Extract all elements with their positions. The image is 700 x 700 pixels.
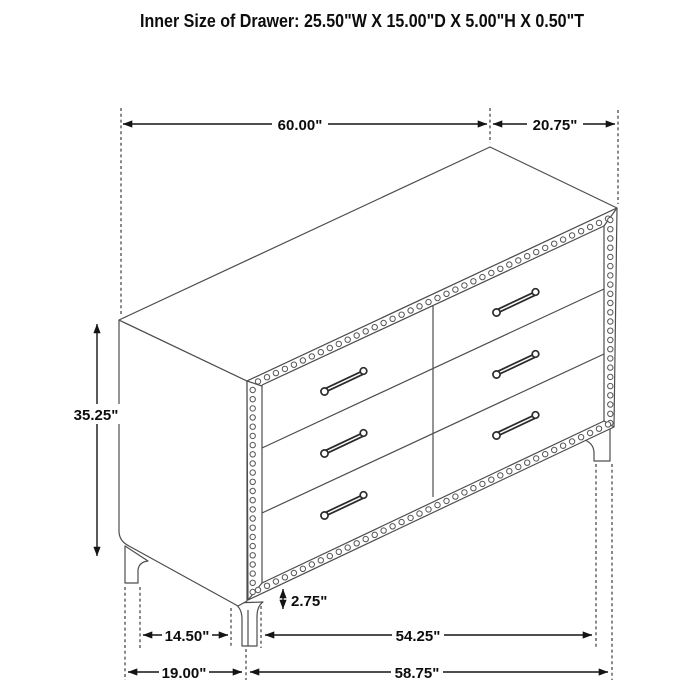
dimension-top-width xyxy=(123,114,487,134)
nailhead xyxy=(250,507,255,512)
nailhead xyxy=(516,464,521,469)
nailhead xyxy=(435,295,440,300)
nailhead xyxy=(282,366,287,371)
dimension-side-overall-label: 19.00" xyxy=(161,665,207,682)
nailhead xyxy=(250,442,255,447)
nailhead xyxy=(608,402,613,407)
nailhead xyxy=(608,374,613,379)
dimension-height xyxy=(67,324,126,556)
nailhead xyxy=(273,579,278,584)
nailhead xyxy=(390,316,395,321)
nailhead xyxy=(250,461,255,466)
nailhead xyxy=(273,370,278,375)
nailhead xyxy=(345,337,350,342)
nailhead xyxy=(471,486,476,491)
nailhead xyxy=(560,443,565,448)
nailhead xyxy=(300,358,305,363)
nailhead xyxy=(516,258,521,263)
nailhead xyxy=(363,536,368,541)
nailhead xyxy=(318,558,323,563)
nailhead xyxy=(250,470,255,475)
dimension-front-overall xyxy=(250,662,608,682)
dimension-side-overall xyxy=(128,662,242,682)
dimension-top-width-label: 60.00" xyxy=(277,117,323,134)
nailhead xyxy=(608,347,613,352)
dimension-front-overall-label: 58.75" xyxy=(394,665,440,682)
nailhead xyxy=(587,224,592,229)
dimension-top-depth-label: 20.75" xyxy=(532,117,578,134)
nailhead xyxy=(608,236,613,241)
nailhead xyxy=(372,532,377,537)
nailhead xyxy=(507,262,512,267)
nailhead xyxy=(462,283,467,288)
nailhead xyxy=(250,543,255,548)
dimension-front-leg-span-label: 54.25" xyxy=(395,628,441,645)
nailhead xyxy=(250,424,255,429)
nailhead xyxy=(354,333,359,338)
nailhead xyxy=(255,587,260,592)
nailhead xyxy=(608,291,613,296)
nailhead xyxy=(608,310,613,315)
nailhead xyxy=(608,365,613,370)
nailhead xyxy=(250,553,255,558)
nailhead xyxy=(291,362,296,367)
nailhead xyxy=(250,415,255,420)
nailhead xyxy=(417,304,422,309)
nailhead xyxy=(327,345,332,350)
nailhead xyxy=(336,341,341,346)
nailhead xyxy=(608,300,613,305)
nailhead xyxy=(399,312,404,317)
nailhead xyxy=(250,525,255,530)
nailhead xyxy=(354,541,359,546)
dimension-height-label: 35.25" xyxy=(73,407,119,424)
nailhead xyxy=(426,299,431,304)
nailhead xyxy=(336,549,341,554)
dimension-foot-height-label: 2.75" xyxy=(291,593,328,610)
nailhead xyxy=(608,254,613,259)
nailhead xyxy=(250,589,255,594)
nailhead xyxy=(608,356,613,361)
nailhead xyxy=(318,350,323,355)
nailhead xyxy=(608,282,613,287)
nailhead xyxy=(608,337,613,342)
nailhead xyxy=(327,553,332,558)
nailhead xyxy=(608,319,613,324)
dresser-illustration xyxy=(119,147,617,646)
nailhead xyxy=(605,422,610,427)
nailhead xyxy=(250,479,255,484)
nailhead xyxy=(255,379,260,384)
nailhead xyxy=(498,266,503,271)
nailhead xyxy=(372,325,377,330)
nailhead xyxy=(596,220,601,225)
nailhead xyxy=(608,273,613,278)
nailhead xyxy=(390,524,395,529)
nailhead xyxy=(408,308,413,313)
nailhead xyxy=(525,460,530,465)
nailhead xyxy=(300,566,305,571)
nailhead xyxy=(534,456,539,461)
nailhead xyxy=(489,270,494,275)
nailhead xyxy=(250,452,255,457)
nailhead xyxy=(345,545,350,550)
dimension-side-leg-gap xyxy=(143,625,228,645)
nailhead xyxy=(426,507,431,512)
nailhead xyxy=(608,245,613,250)
nailhead xyxy=(608,411,613,416)
nailhead xyxy=(282,575,287,580)
nailhead xyxy=(250,387,255,392)
nailhead xyxy=(250,580,255,585)
nailhead xyxy=(507,469,512,474)
nailhead xyxy=(435,502,440,507)
nailhead xyxy=(578,435,583,440)
nailhead xyxy=(250,534,255,539)
nailhead xyxy=(250,433,255,438)
nailhead xyxy=(608,328,613,333)
nailhead xyxy=(543,452,548,457)
nailhead xyxy=(381,528,386,533)
nailhead xyxy=(543,245,548,250)
nailhead xyxy=(498,473,503,478)
nailhead xyxy=(250,562,255,567)
nailhead xyxy=(444,498,449,503)
nailhead xyxy=(471,279,476,284)
nailhead xyxy=(408,515,413,520)
nailhead xyxy=(608,263,613,268)
nailhead xyxy=(462,490,467,495)
nailhead xyxy=(596,426,601,431)
nailhead xyxy=(560,237,565,242)
nailhead xyxy=(250,397,255,402)
nailhead xyxy=(587,430,592,435)
nailhead xyxy=(552,447,557,452)
nailhead xyxy=(552,241,557,246)
nailhead xyxy=(608,227,613,232)
nailhead xyxy=(489,477,494,482)
nailhead xyxy=(608,217,613,222)
nailhead xyxy=(363,329,368,334)
nailhead xyxy=(399,519,404,524)
dimension-side-leg-gap-label: 14.50" xyxy=(164,628,210,645)
nailhead xyxy=(578,229,583,234)
nailhead xyxy=(608,383,613,388)
nailhead xyxy=(534,249,539,254)
nailhead xyxy=(264,375,269,380)
nailhead xyxy=(309,562,314,567)
nailhead xyxy=(569,233,574,238)
nailhead xyxy=(453,494,458,499)
nailhead xyxy=(480,274,485,279)
nailhead xyxy=(250,488,255,493)
nailhead xyxy=(525,254,530,259)
nailhead xyxy=(291,570,296,575)
nailhead xyxy=(608,393,613,398)
nailhead xyxy=(480,481,485,486)
nailhead xyxy=(417,511,422,516)
nailhead xyxy=(569,439,574,444)
nailhead xyxy=(264,583,269,588)
nailhead xyxy=(250,498,255,503)
nailhead xyxy=(250,571,255,576)
nailhead xyxy=(381,320,386,325)
nailhead xyxy=(250,516,255,521)
nailhead xyxy=(309,354,314,359)
page-title: Inner Size of Drawer: 25.50"W X 15.00"D X 5.00"H X 0.50"T xyxy=(140,10,585,31)
nailhead xyxy=(444,291,449,296)
nailhead xyxy=(250,406,255,411)
dimension-front-leg-span xyxy=(265,625,592,645)
dimension-top-depth xyxy=(493,114,615,134)
dimension-foot-height xyxy=(283,589,327,610)
nailhead xyxy=(453,287,458,292)
